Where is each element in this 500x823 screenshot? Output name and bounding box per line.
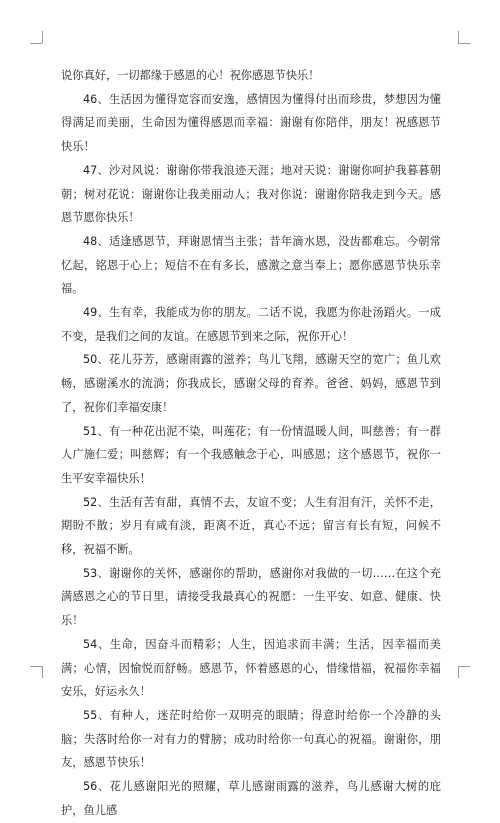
paragraph-50: 50、花儿芬芳，感谢雨露的滋养；鸟儿飞翔，感谢天空的宽广；鱼儿欢畅，感谢溪水的流淌；你我成长，感谢父母的育养。爸爸、妈妈，感恩节到了，祝你们幸福安康！ xyxy=(61,353,441,414)
document-body xyxy=(61,64,441,823)
crop-mark-top-right-vertical xyxy=(458,31,459,43)
crop-mark-bottom-right-horizontal xyxy=(458,666,470,667)
crop-mark-bottom-left-horizontal xyxy=(30,666,42,667)
crop-mark-bottom-left-vertical xyxy=(42,666,43,678)
paragraph-48: 48、适逢感恩节，拜谢恩情当主张；昔年滴水恩，没齿都难忘。今朝常忆起，铭恩于心上；短信不在有多长，感激之意当奉上；愿你感恩节快乐幸福。 xyxy=(61,234,441,296)
paragraph-52: 52、生活有苦有甜，真情不去，友谊不变；人生有泪有汗，关怀不走，期盼不散；岁月有咸有淡，距离不近，真心不远；留言有长有短，问候不移，祝福不断。 xyxy=(61,495,441,557)
paragraph-54: 54、生命，因奋斗而精彩；人生，因追求而丰满；生活，因幸福而美满；心情，因愉悦而舒畅。感恩节，怀着感恩的心，惜缘惜福，祝福你幸福安乐，好运永久！ xyxy=(61,637,441,699)
crop-mark-top-right-horizontal xyxy=(458,43,470,44)
paragraph-55: 55、有种人，迷茫时给你一双明亮的眼睛；得意时给你一个冷静的头脑；失落时给你一对有力的臂膀；成功时给你一句真心的祝福。谢谢你，朋友，感恩节快乐！ xyxy=(61,708,441,770)
paragraph-49: 49、生有幸，我能成为你的朋友。二话不说，我愿为你赴汤蹈火。一成不变，是我们之间的友谊。在感恩节到来之际，祝你开心！ xyxy=(61,306,441,343)
paragraph-51: 51、有一种花出泥不染，叫莲花；有一份情温暖人间，叫慈善；有一群人广施仁爱；叫慈辉；有一个我感触念于心，叫感恩；这个感恩节，祝你一生平安幸福快乐！ xyxy=(61,424,441,485)
paragraph-47: 47、沙对风说：谢谢你带我浪迹天涯；地对天说：谢谢你呵护我暮暮朝朝；树对花说：谢谢你让我美丽动人；我对你说：谢谢你陪我走到今天。感恩节愿你快乐！ xyxy=(61,163,441,225)
crop-mark-bottom-right-vertical xyxy=(458,666,459,678)
crop-mark-top-left-vertical xyxy=(42,31,43,43)
paragraph-56: 56、花儿感谢阳光的照耀，草儿感谢雨露的滋养，鸟儿感谢大树的庇护，鱼儿感 xyxy=(61,780,441,817)
paragraph-53: 53、谢谢你的关怀，感谢你的帮助，感谢你对我做的一切……在这个充满感恩之心的节日里，请接受我最真心的祝愿：一生平安、如意、健康、快乐！ xyxy=(61,566,441,628)
paragraph-46: 46、生活因为懂得宽容而安逸，感情因为懂得付出而珍贵，梦想因为懂得满足而美丽，生命因为懂得感恩而幸福：谢谢有你陪伴，朋友！祝感恩节快乐！ xyxy=(61,92,441,154)
paragraph-45-continuation: 说你真好，一切都缘于感恩的心！祝你感恩节快乐！ xyxy=(61,69,320,82)
crop-mark-top-left-horizontal xyxy=(30,43,42,44)
